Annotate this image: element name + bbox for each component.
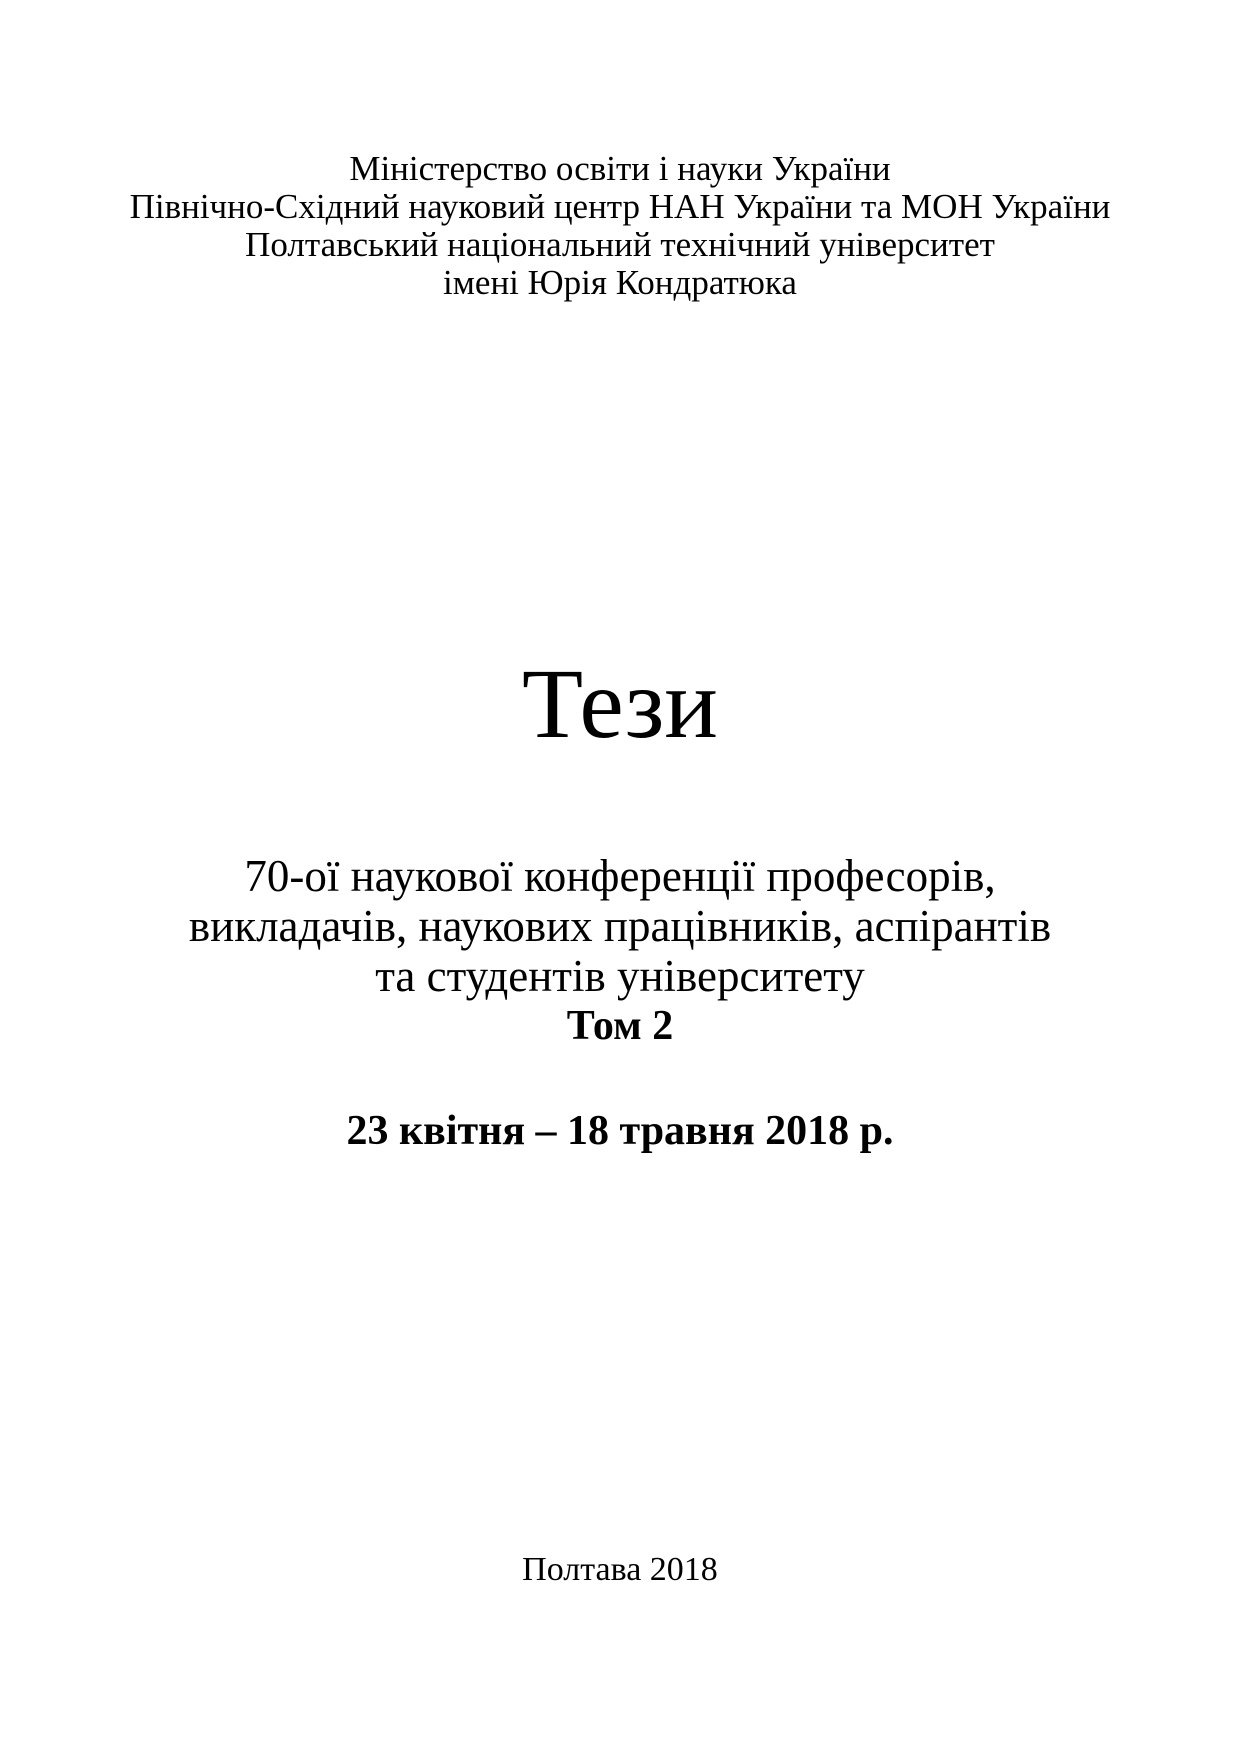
conference-subtitle-block [0,851,1240,1051]
ministry-header-block [0,150,1240,302]
page-title: Тези [522,648,718,759]
subtitle-line-2: викладачів, наукових працівників, аспірантів [188,901,1052,951]
subtitle-line-3: та студентів університету [375,951,865,1001]
subtitle-line-1: 70-ої наукової конференції професорів, [244,851,996,901]
volume-label: Том 2 [566,1003,674,1049]
science-center-line: Північно-Східний науковий центр НАН України та МОН України [129,187,1111,226]
university-name-line: Полтавський національний технічний університет [245,225,995,264]
university-patron-line: імені Юрія Кондратюка [443,263,797,302]
publication-place-year: Полтава 2018 [522,1551,718,1588]
conference-date-range: 23 квітня – 18 травня 2018 р. [346,1108,894,1154]
ministry-line: Міністерство освіти і науки України [349,149,891,188]
